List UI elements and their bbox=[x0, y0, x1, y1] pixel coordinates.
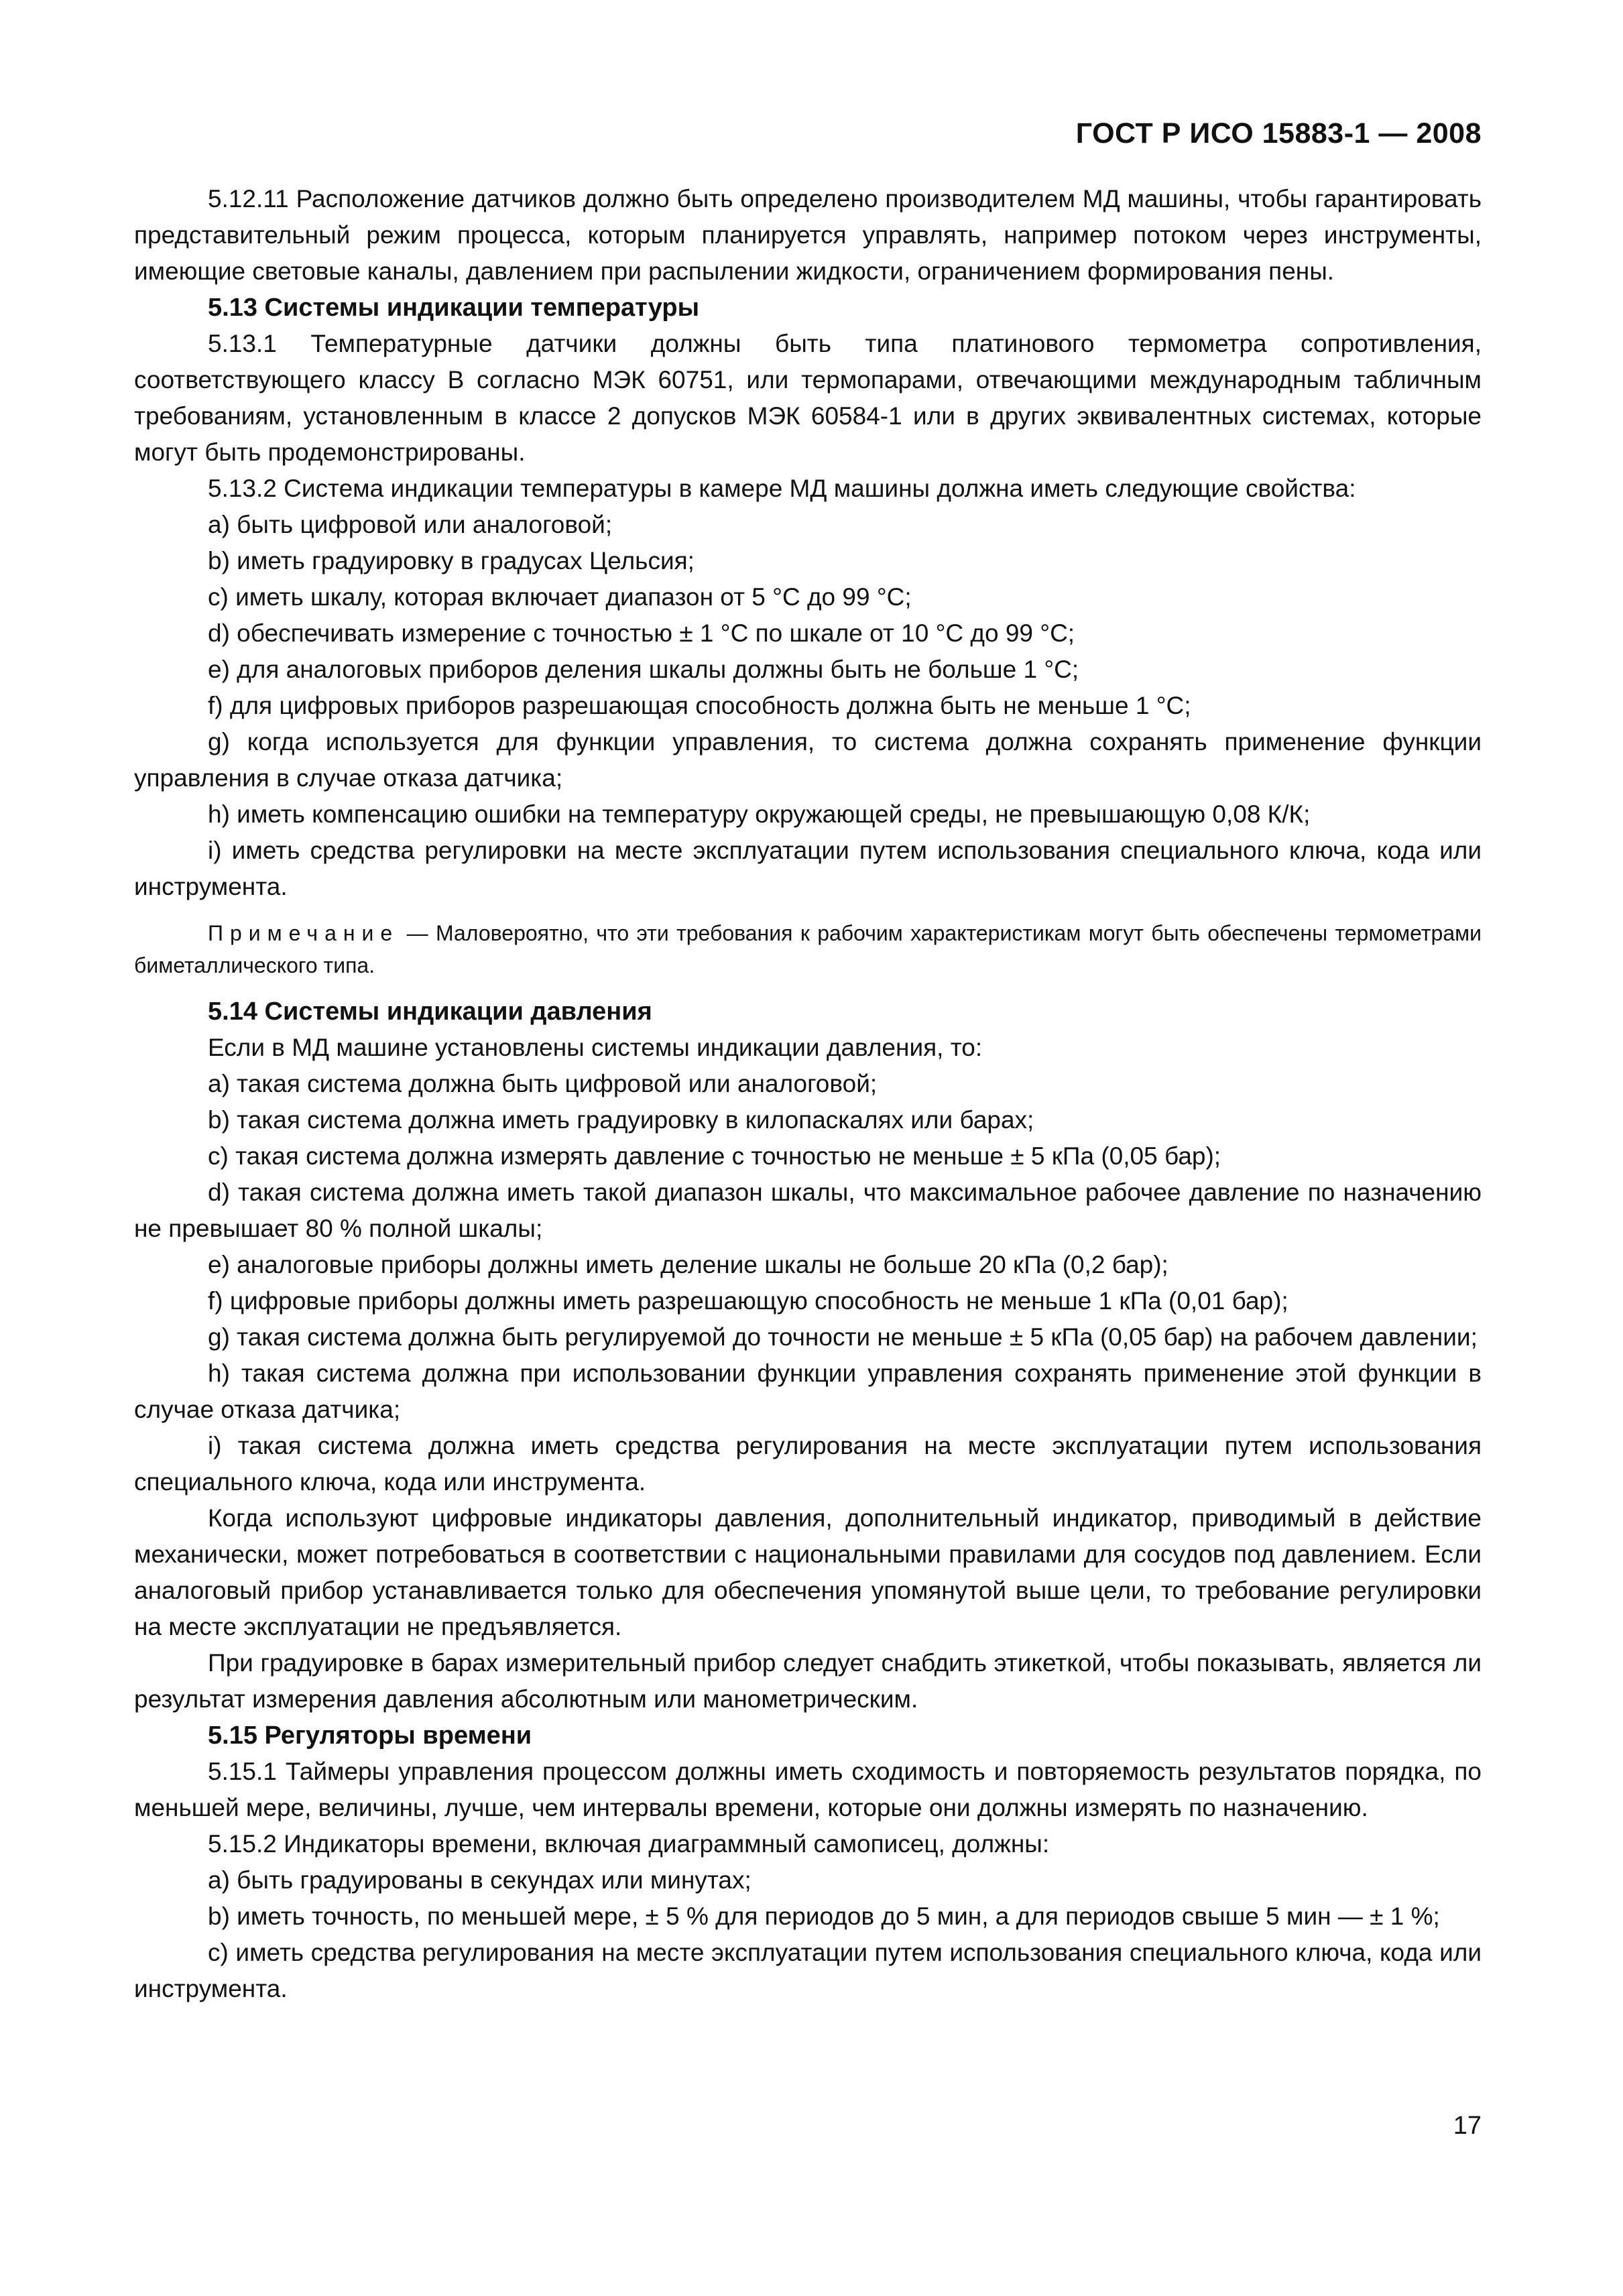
list-item: e) для аналоговых приборов деления шкалы должны быть не больше 1 °С; bbox=[208, 656, 1079, 683]
paragraph-5-15-2: 5.15.2 Индикаторы времени, включая диаграммный самописец, должны: bbox=[208, 1830, 1050, 1858]
document-header: ГОСТ Р ИСО 15883-1 — 2008 bbox=[1075, 117, 1482, 149]
list-item: b) иметь точность, по меньшей мере, ± 5 % для периодов до 5 мин, а для периодов свыше 5 мин — ± 1 %; bbox=[208, 1902, 1440, 1930]
list-item: a) быть цифровой или аналоговой; bbox=[208, 511, 613, 538]
heading-5-14: 5.14 Системы индикации давления bbox=[208, 998, 652, 1026]
list-item: e) аналоговые приборы должны иметь деление шкалы не больше 20 кПа (0,2 бар); bbox=[208, 1251, 1168, 1278]
note bbox=[134, 917, 1482, 981]
list-item: f) цифровые приборы должны иметь разрешающую способность не меньше 1 кПа (0,01 бар); bbox=[208, 1287, 1288, 1315]
paragraph-5-14-intro: Если в МД машине установлены системы индикации давления, то: bbox=[208, 1034, 983, 1061]
list-item: f) для цифровых приборов разрешающая способность должна быть не меньше 1 °С; bbox=[208, 692, 1191, 719]
heading-5-15: 5.15 Регуляторы времени bbox=[208, 1721, 532, 1750]
paragraph-5-12-11: 5.12.11 Расположение датчиков должно быть определено производителем МД машины, чтобы гарантировать представительный режим процесса, которым планируется управлять, например потоком через инструменты, имеющие световые каналы, давлением при распылении жидкости, ограничением формирования пены. bbox=[134, 185, 1482, 285]
list-item: d) обеспечивать измерение с точностью ± 1 °С по шкале от 10 °С до 99 °С; bbox=[208, 619, 1075, 647]
list-item: c) иметь шкалу, которая включает диапазон от 5 °С до 99 °С; bbox=[208, 583, 912, 611]
list-5-15-2 bbox=[134, 1862, 1482, 2007]
page-number: 17 bbox=[1453, 2112, 1482, 2140]
list-item: d) такая система должна иметь такой диапазон шкалы, что максимальное рабочее давление по назначению не превышает 80 % полной шкалы; bbox=[134, 1179, 1482, 1242]
list-item: a) быть градуированы в секундах или минутах; bbox=[208, 1866, 752, 1894]
list-5-13-2 bbox=[134, 507, 1482, 905]
paragraph-5-13-1: 5.13.1 Температурные датчики должны быть типа платинового термометра сопротивления, соответствующего классу В согласно МЭК 60751, или термопарами, отвечающими международным табличным требованиям, установленным в классе 2 допусков МЭК 60584-1 или в других эквивалентных системах, которые могут быть продемонстрированы. bbox=[134, 330, 1482, 466]
note-label: Примечание bbox=[208, 921, 400, 945]
heading-5-13: 5.13 Системы индикации температуры bbox=[208, 294, 700, 322]
list-item: h) такая система должна при использовании функции управления сохранять применение этой функции в случае отказа датчика; bbox=[134, 1360, 1482, 1423]
list-5-14 bbox=[134, 1066, 1482, 1500]
list-item: a) такая система должна быть цифровой или аналоговой; bbox=[208, 1070, 878, 1097]
list-item: h) иметь компенсацию ошибки на температуру окружающей среды, не превышающую 0,08 К/К; bbox=[208, 800, 1311, 828]
list-item: i) такая система должна иметь средства регулирования на месте эксплуатации путем использования специального ключа, кода или инструмента. bbox=[134, 1432, 1482, 1496]
list-item: g) такая система должна быть регулируемой до точности не меньше ± 5 кПа (0,05 бар) на рабочем давлении; bbox=[208, 1323, 1478, 1351]
list-item: c) такая система должна измерять давление с точностью не меньше ± 5 кПа (0,05 бар); bbox=[208, 1142, 1221, 1170]
paragraph-5-15-1: 5.15.1 Таймеры управления процессом должны иметь сходимость и повторяемость результатов порядка, по меньшей мере, величины, лучше, чем интервалы времени, которые они должны измерять по назначению. bbox=[134, 1758, 1482, 1821]
document-page bbox=[134, 117, 1482, 2007]
list-item: c) иметь средства регулирования на месте эксплуатации путем использования специального ключа, кода или инструмента. bbox=[134, 1939, 1482, 2002]
paragraph-5-14-bars: При градуировке в барах измерительный прибор следует снабдить этикеткой, чтобы показывать, является ли результат измерения давления абсолютным или манометрическим. bbox=[134, 1649, 1482, 1713]
list-item: i) иметь средства регулировки на месте эксплуатации путем использования специального ключа, кода или инструмента. bbox=[134, 837, 1482, 900]
paragraph-5-14-digital: Когда используют цифровые индикаторы давления, дополнительный индикатор, приводимый в действие механически, может потребоваться в соответствии с национальными правилами для сосудов под давлением. Если аналоговый прибор устанавливается только для обеспечения упомянутой выше цели, то требование регулировки на месте эксплуатации не предъявляется. bbox=[134, 1504, 1482, 1640]
list-item: g) когда используется для функции управления, то система должна сохранять применение функции управления в случае отказа датчика; bbox=[134, 728, 1482, 792]
list-item: b) иметь градуировку в градусах Цельсия; bbox=[208, 547, 695, 575]
list-item: b) такая система должна иметь градуировку в килопаскалях или барах; bbox=[208, 1106, 1034, 1134]
note-text: — Маловероятно, что эти требования к рабочим характеристикам могут быть обеспечены термометрами биметаллического типа. bbox=[134, 921, 1482, 977]
paragraph-5-13-2: 5.13.2 Система индикации температуры в камере МД машины должна иметь следующие свойства: bbox=[208, 475, 1356, 502]
